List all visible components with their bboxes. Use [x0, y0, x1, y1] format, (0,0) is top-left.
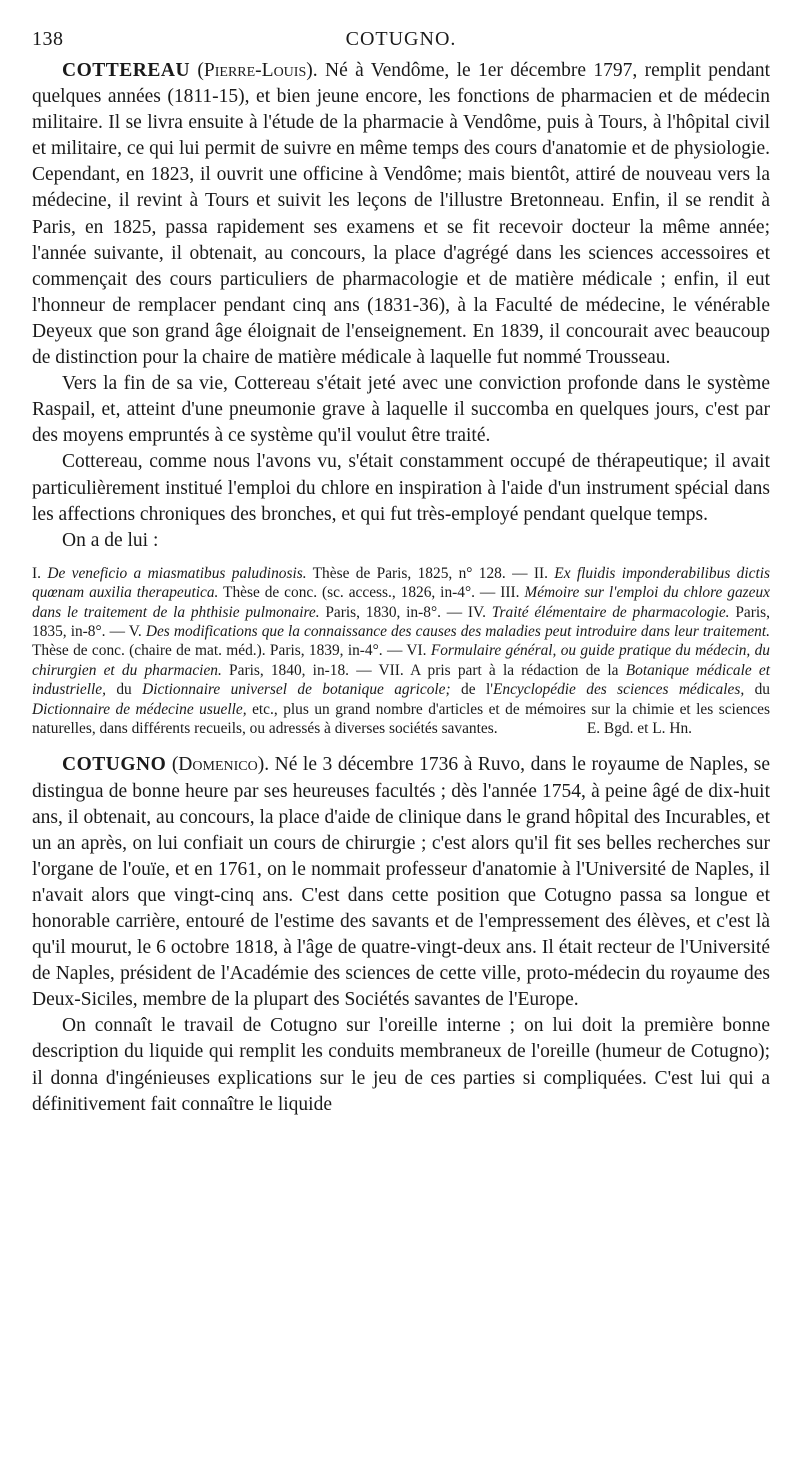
work-title: Dictionnaire de médecine usuelle, — [32, 700, 247, 718]
work-details: Paris, 1830, in-8°. — — [325, 603, 463, 621]
running-head: COTUGNO. — [345, 28, 457, 50]
work-details: de l' — [461, 681, 493, 699]
work-title: De veneficio a miasmatibus paludinosis. — [47, 564, 307, 582]
work-details: Thèse de conc. (chaire de mat. méd.). Paris, 1839, in-4°. — — [32, 642, 403, 660]
entry-paragraph: On connaît le travail de Cotugno sur l'oreille interne ; on lui doit la première bonne description du liquide qui remplit les conduits membraneux de l'oreille (humeur de Cotugno); il donna d'ingénieuses explications sur le jeu de ces parties si compliquées. C'est lui qui a définitivement fait connaître le liquide — [32, 1015, 770, 1115]
paragraph-text: Né à Vendôme, le 1er décembre 1797, remplit pendant quelques années (1811-15), et bien jeune encore, les fonctions de pharmacien et de médecin militaire. Il se livra ensuite à l'étude de la pharmacie à Vendôme, puis à Tours, à l'hôpital civil et militaire, ce qui lui permit de suivre en même temps des cours d'anatomie et de physiologie. Cependant, en 1823, il ouvrit une officine à Vendôme; mais bientôt, attiré de nouveau vers la médecine, il revint à Tours et suivit les leçons de l'illustre Bretonneau. Enfin, il se rendit à Paris, en 1825, passa rapidement ses examens et se fit recevoir docteur la même année; l'année suivante, il obtenait, au concours, la place d'agrégé dans les sciences accessoires et commençait des cours particuliers de pharmacologie et de matière médicale ; enfin, il eut l'honneur de remplacer pendant cinq ans (1831-36), à la Faculté de médecine, le vénérable Deyeux que son grand âge éloignait de l'enseignement. En 1839, il concourait avec beaucoup de distinction pour la chaire de matière médicale à laquelle fut nommé Trousseau. — [32, 60, 771, 369]
work-number: VII. — [378, 661, 404, 679]
section-gap — [32, 738, 770, 752]
work-details: A pris part à la rédaction de la — [410, 661, 619, 679]
work-number: III. — [500, 584, 520, 602]
work-number: V. — [128, 623, 142, 640]
page-number: 138 — [32, 28, 64, 50]
headword: COTUGNO — [62, 754, 167, 776]
work-details: Paris, 1840, in-18. — — [229, 661, 372, 679]
given-name: (Pierre-Louis). — [197, 60, 318, 81]
work-number: II. — [533, 564, 548, 582]
work-details: du — [116, 681, 132, 699]
work-title: Des modifications que la connaissance des causes des maladies peut introduire dans leur traitement. — [145, 623, 770, 640]
page — [32, 28, 770, 1118]
work-details: Paris, 1835, in-8°. — — [32, 603, 770, 640]
work-details: du — [754, 681, 770, 699]
work-number: I. — [32, 564, 41, 582]
work-details: Thèse de conc. (sc. access., 1826, in-4°. — — [223, 584, 496, 602]
work-number: VI. — [406, 642, 427, 660]
work-title: Dictionnaire universel de botanique agricole; — [142, 681, 451, 699]
entry-paragraph: On a de lui : — [62, 529, 159, 551]
entry-paragraph — [32, 752, 770, 1013]
page-header — [32, 28, 770, 58]
work-title: Traité élémentaire de pharmacologie. — [491, 603, 730, 621]
entry-paragraph: Vers la fin de sa vie, Cottereau s'était jeté avec une conviction profonde dans le système Raspail, et, atteint d'une pneumonie grave à laquelle il succomba en quelques jours, c'est par des moyens empruntés à ce système qu'il voulut être traité. — [32, 373, 770, 447]
work-title: Ex fluidis imponderabilibus dictis quœnam auxilia therapeutica. — [32, 564, 770, 602]
entry-paragraph — [32, 58, 770, 371]
work-details: Thèse de Paris, 1825, n° 128. — — [312, 564, 528, 582]
paragraph-text: Né le 3 décembre 1736 à Ruvo, dans le royaume de Naples, se distingua de bonne heure par ses heureuses facultés ; dès l'année 1754, à peine âgé de dix-huit ans, il obtenait, au concours, la place d'aide de clinique dans le grand hôpital des Incurables, et un an après, on lui confiait un cours de chirurgie ; c'est alors qu'il fit ses belles recherches sur l'organe de l'ouïe, et en 1761, on le nommait professeur d'anatomie à l'Université de Naples, il n'avait alors que vingt-cinq ans. C'est dans cette position que Cotugno passa sa longue et honorable carrière, entouré de l'estime des savants et de l'empressement des élèves, et c'est là qu'il mourut, le 6 octobre 1818, à l'âge de quatre-vingt-deux ans. Il était recteur de l'Université de Naples, président de l'Académie des sciences de cette ville, proto-médecin du royaume des Deux-Siciles, membre de la plupart des Sociétés savantes de l'Europe. — [32, 754, 771, 1011]
work-title: Formulaire général, ou guide pratique du médecin, du chirurgien et du pharmacien. — [32, 642, 770, 679]
work-title: Encyclopédie des sciences médicales, — [493, 681, 745, 699]
bibliography — [32, 564, 770, 739]
entry-cottereau — [32, 58, 770, 738]
headword: COTTEREAU — [62, 60, 191, 81]
given-name: (Domenico). — [171, 754, 270, 776]
work-number: IV. — [467, 603, 487, 621]
entry-cotugno — [32, 752, 770, 1117]
work-details: etc., plus un grand nombre d'articles et de mémoires sur la chimie et les sciences naturelles, dans différents recueils, ou adressés à diverses sociétés savantes. — [32, 700, 770, 738]
entry-paragraph: Cottereau, comme nous l'avons vu, s'était constamment occupé de thérapeutique; il avait particulièrement institué l'emploi du chlore en inspiration à l'aide d'un instrument spécial dans les affections chroniques des bronches, et qui fut très-employé pendant quelque temps. — [32, 451, 770, 525]
work-title: Mémoire sur l'emploi du chlore gazeux dans le traitement de la phthisie pulmonaire. — [32, 584, 771, 621]
author-signature: E. Bgd. et L. Hn. — [586, 720, 692, 738]
work-title: Botanique médicale et industrielle, — [32, 661, 771, 699]
